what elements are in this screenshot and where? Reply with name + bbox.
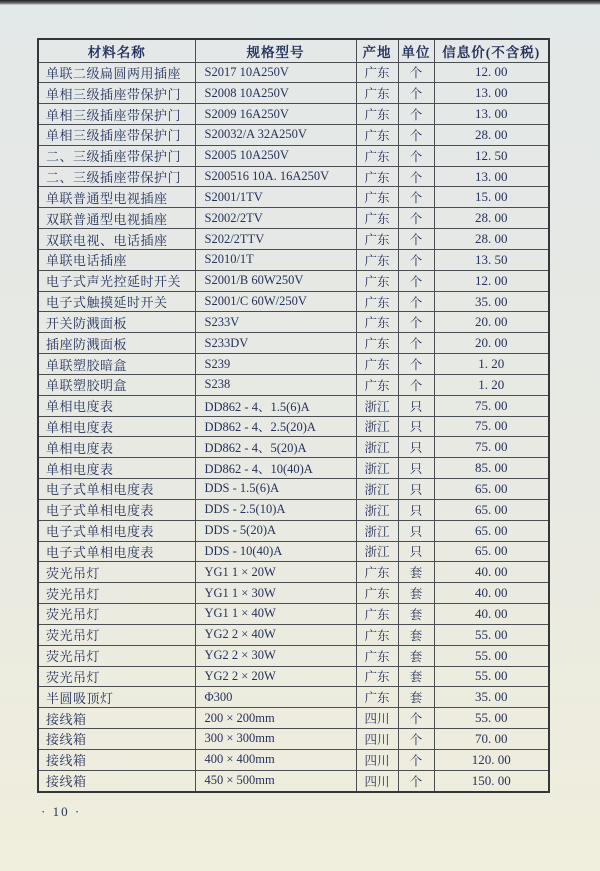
material-name-cell: 单联电话插座 (38, 249, 195, 270)
origin-cell: 广东 (356, 104, 398, 125)
material-name-cell: 荧光吊灯 (38, 562, 195, 583)
spec-cell: 200 × 200mm (195, 708, 356, 729)
origin-cell: 广东 (356, 124, 398, 145)
material-name-cell: 电子式声光控延时开关 (38, 270, 195, 291)
spec-cell: S2005 10A250V (195, 145, 356, 166)
origin-cell: 广东 (356, 208, 398, 229)
spec-cell: S238 (195, 374, 356, 395)
table-row (38, 166, 549, 187)
origin-cell: 广东 (356, 687, 398, 708)
price-cell: 40. 00 (434, 583, 549, 604)
origin-cell: 广东 (356, 333, 398, 354)
unit-cell: 套 (398, 604, 434, 625)
price-cell: 75. 00 (434, 416, 549, 437)
material-name-cell: 荧光吊灯 (38, 624, 195, 645)
origin-cell: 浙江 (356, 437, 398, 458)
price-cell: 13. 00 (434, 166, 549, 187)
unit-cell: 个 (398, 770, 434, 792)
material-name-cell: 单联塑胶暗盒 (38, 354, 195, 375)
origin-cell: 广东 (356, 645, 398, 666)
material-name-cell: 插座防溅面板 (38, 333, 195, 354)
price-table (37, 38, 550, 793)
table-row (38, 666, 549, 687)
spec-cell: DDS - 1.5(6)A (195, 479, 356, 500)
material-name-cell: 单相三级插座带保护门 (38, 104, 195, 125)
material-name-cell: 单相电度表 (38, 395, 195, 416)
unit-cell: 套 (398, 645, 434, 666)
table-row (38, 729, 549, 750)
header-row (38, 39, 549, 62)
origin-cell: 浙江 (356, 458, 398, 479)
origin-cell: 广东 (356, 270, 398, 291)
table-row (38, 583, 549, 604)
column-header: 规格型号 (195, 39, 356, 62)
material-name-cell: 双联电视、电话插座 (38, 229, 195, 250)
spec-cell: S20032/A 32A250V (195, 124, 356, 145)
spec-cell: S202/2TTV (195, 229, 356, 250)
unit-cell: 套 (398, 583, 434, 604)
table-row (38, 145, 549, 166)
origin-cell: 广东 (356, 624, 398, 645)
material-name-cell: 单联普通型电视插座 (38, 187, 195, 208)
unit-cell: 套 (398, 666, 434, 687)
table-row (38, 354, 549, 375)
column-header: 材料名称 (38, 39, 195, 62)
spec-cell: YG2 2 × 30W (195, 645, 356, 666)
spec-cell: S2001/C 60W/250V (195, 291, 356, 312)
spec-cell: DD862 - 4、10(40)A (195, 458, 356, 479)
price-cell: 28. 00 (434, 229, 549, 250)
price-cell: 75. 00 (434, 437, 549, 458)
origin-cell: 广东 (356, 291, 398, 312)
price-cell: 65. 00 (434, 499, 549, 520)
table-row (38, 229, 549, 250)
material-name-cell: 电子式单相电度表 (38, 499, 195, 520)
unit-cell: 个 (398, 62, 434, 83)
column-header: 信息价(不含税) (434, 39, 549, 62)
table-row (38, 458, 549, 479)
price-cell: 75. 00 (434, 395, 549, 416)
spec-cell: YG2 2 × 40W (195, 624, 356, 645)
material-name-cell: 半圆吸顶灯 (38, 687, 195, 708)
price-cell: 85. 00 (434, 458, 549, 479)
origin-cell: 四川 (356, 729, 398, 750)
table-row (38, 520, 549, 541)
price-cell: 40. 00 (434, 562, 549, 583)
unit-cell: 只 (398, 416, 434, 437)
spec-cell: YG1 1 × 30W (195, 583, 356, 604)
unit-cell: 个 (398, 124, 434, 145)
unit-cell: 只 (398, 541, 434, 562)
spec-cell: S2009 16A250V (195, 104, 356, 125)
spec-cell: S2001/1TV (195, 187, 356, 208)
unit-cell: 只 (398, 395, 434, 416)
table-row (38, 749, 549, 770)
spec-cell: S233V (195, 312, 356, 333)
price-cell: 12. 50 (434, 145, 549, 166)
table-row (38, 187, 549, 208)
spec-cell: S2010/1T (195, 249, 356, 270)
spec-cell: DD862 - 4、2.5(20)A (195, 416, 356, 437)
price-cell: 55. 00 (434, 645, 549, 666)
origin-cell: 广东 (356, 583, 398, 604)
table-row (38, 687, 549, 708)
spec-cell: S239 (195, 354, 356, 375)
price-cell: 35. 00 (434, 291, 549, 312)
origin-cell: 浙江 (356, 395, 398, 416)
material-name-cell: 电子式单相电度表 (38, 541, 195, 562)
material-name-cell: 接线箱 (38, 770, 195, 792)
spec-cell: DDS - 5(20)A (195, 520, 356, 541)
price-cell: 65. 00 (434, 479, 549, 500)
price-cell: 55. 00 (434, 624, 549, 645)
spec-cell: S200516 10A. 16A250V (195, 166, 356, 187)
origin-cell: 浙江 (356, 499, 398, 520)
price-cell: 70. 00 (434, 729, 549, 750)
spec-cell: S2017 10A250V (195, 62, 356, 83)
origin-cell: 浙江 (356, 479, 398, 500)
unit-cell: 只 (398, 499, 434, 520)
table-row (38, 270, 549, 291)
material-name-cell: 接线箱 (38, 708, 195, 729)
origin-cell: 广东 (356, 374, 398, 395)
table-row (38, 479, 549, 500)
table-body (38, 62, 549, 792)
table-row (38, 437, 549, 458)
table-row (38, 312, 549, 333)
unit-cell: 个 (398, 291, 434, 312)
price-cell: 13. 00 (434, 104, 549, 125)
material-name-cell: 二、三级插座带保护门 (38, 145, 195, 166)
origin-cell: 四川 (356, 708, 398, 729)
price-cell: 15. 00 (434, 187, 549, 208)
unit-cell: 个 (398, 333, 434, 354)
table-header (38, 39, 549, 62)
price-cell: 28. 00 (434, 208, 549, 229)
unit-cell: 个 (398, 729, 434, 750)
origin-cell: 四川 (356, 749, 398, 770)
price-cell: 20. 00 (434, 333, 549, 354)
price-cell: 35. 00 (434, 687, 549, 708)
origin-cell: 浙江 (356, 416, 398, 437)
origin-cell: 广东 (356, 312, 398, 333)
origin-cell: 广东 (356, 229, 398, 250)
material-name-cell: 二、三级插座带保护门 (38, 166, 195, 187)
unit-cell: 个 (398, 145, 434, 166)
spec-cell: 450 × 500mm (195, 770, 356, 792)
price-cell: 40. 00 (434, 604, 549, 625)
origin-cell: 广东 (356, 666, 398, 687)
material-name-cell: 电子式单相电度表 (38, 520, 195, 541)
unit-cell: 个 (398, 708, 434, 729)
spec-cell: S233DV (195, 333, 356, 354)
scan-edge-top (0, 0, 600, 5)
origin-cell: 广东 (356, 166, 398, 187)
column-header: 单位 (398, 39, 434, 62)
unit-cell: 只 (398, 458, 434, 479)
material-name-cell: 单相三级插座带保护门 (38, 124, 195, 145)
unit-cell: 套 (398, 624, 434, 645)
spec-cell: 400 × 400mm (195, 749, 356, 770)
table-row (38, 124, 549, 145)
origin-cell: 浙江 (356, 520, 398, 541)
material-name-cell: 电子式单相电度表 (38, 479, 195, 500)
price-cell: 12. 00 (434, 62, 549, 83)
spec-cell: 300 × 300mm (195, 729, 356, 750)
price-cell: 13. 00 (434, 83, 549, 104)
spec-cell: S2008 10A250V (195, 83, 356, 104)
table-row (38, 374, 549, 395)
price-cell: 20. 00 (434, 312, 549, 333)
table-row (38, 499, 549, 520)
table-row (38, 562, 549, 583)
unit-cell: 个 (398, 229, 434, 250)
table-row (38, 395, 549, 416)
material-name-cell: 荧光吊灯 (38, 604, 195, 625)
origin-cell: 广东 (356, 187, 398, 208)
material-name-cell: 荧光吊灯 (38, 666, 195, 687)
material-name-cell: 荧光吊灯 (38, 645, 195, 666)
unit-cell: 个 (398, 208, 434, 229)
unit-cell: 套 (398, 562, 434, 583)
origin-cell: 广东 (356, 604, 398, 625)
origin-cell: 广东 (356, 249, 398, 270)
origin-cell: 广东 (356, 354, 398, 375)
origin-cell: 广东 (356, 83, 398, 104)
table-row (38, 208, 549, 229)
unit-cell: 个 (398, 270, 434, 291)
table-row (38, 83, 549, 104)
unit-cell: 个 (398, 249, 434, 270)
material-name-cell: 单相电度表 (38, 437, 195, 458)
spec-cell: S2001/B 60W250V (195, 270, 356, 291)
price-cell: 65. 00 (434, 520, 549, 541)
table-row (38, 604, 549, 625)
material-name-cell: 单相三级插座带保护门 (38, 83, 195, 104)
price-cell: 1. 20 (434, 354, 549, 375)
origin-cell: 广东 (356, 145, 398, 166)
unit-cell: 只 (398, 437, 434, 458)
table-row (38, 62, 549, 83)
spec-cell: YG1 1 × 40W (195, 604, 356, 625)
material-name-cell: 接线箱 (38, 749, 195, 770)
price-cell: 13. 50 (434, 249, 549, 270)
material-name-cell: 开关防溅面板 (38, 312, 195, 333)
table-row (38, 770, 549, 792)
table-row (38, 708, 549, 729)
unit-cell: 个 (398, 187, 434, 208)
table-row (38, 291, 549, 312)
page-number: · 10 · (41, 804, 82, 819)
table-row (38, 104, 549, 125)
price-cell: 55. 00 (434, 666, 549, 687)
unit-cell: 只 (398, 520, 434, 541)
origin-cell: 广东 (356, 62, 398, 83)
spec-cell: YG1 1 × 20W (195, 562, 356, 583)
table-row (38, 624, 549, 645)
price-cell: 65. 00 (434, 541, 549, 562)
price-cell: 28. 00 (434, 124, 549, 145)
unit-cell: 个 (398, 104, 434, 125)
table-row (38, 333, 549, 354)
material-name-cell: 荧光吊灯 (38, 583, 195, 604)
material-name-cell: 单联塑胶明盒 (38, 374, 195, 395)
material-name-cell: 接线箱 (38, 729, 195, 750)
material-name-cell: 单相电度表 (38, 458, 195, 479)
unit-cell: 套 (398, 687, 434, 708)
unit-cell: 个 (398, 354, 434, 375)
origin-cell: 广东 (356, 562, 398, 583)
column-header: 产地 (356, 39, 398, 62)
spec-cell: S2002/2TV (195, 208, 356, 229)
price-cell: 12. 00 (434, 270, 549, 291)
origin-cell: 浙江 (356, 541, 398, 562)
price-cell: 150. 00 (434, 770, 549, 792)
table-row (38, 645, 549, 666)
unit-cell: 个 (398, 749, 434, 770)
material-name-cell: 双联普通型电视插座 (38, 208, 195, 229)
unit-cell: 个 (398, 166, 434, 187)
table-row (38, 249, 549, 270)
unit-cell: 个 (398, 83, 434, 104)
spec-cell: DDS - 2.5(10)A (195, 499, 356, 520)
material-name-cell: 单相电度表 (38, 416, 195, 437)
table-row (38, 416, 549, 437)
price-cell: 1. 20 (434, 374, 549, 395)
price-cell: 55. 00 (434, 708, 549, 729)
price-cell: 120. 00 (434, 749, 549, 770)
spec-cell: DDS - 10(40)A (195, 541, 356, 562)
spec-cell: DD862 - 4、5(20)A (195, 437, 356, 458)
material-name-cell: 电子式触摸延时开关 (38, 291, 195, 312)
spec-cell: DD862 - 4、1.5(6)A (195, 395, 356, 416)
unit-cell: 个 (398, 312, 434, 333)
table-row (38, 541, 549, 562)
spec-cell: YG2 2 × 20W (195, 666, 356, 687)
unit-cell: 个 (398, 374, 434, 395)
unit-cell: 只 (398, 479, 434, 500)
material-name-cell: 单联二级扁圆两用插座 (38, 62, 195, 83)
origin-cell: 四川 (356, 770, 398, 792)
spec-cell: Φ300 (195, 687, 356, 708)
